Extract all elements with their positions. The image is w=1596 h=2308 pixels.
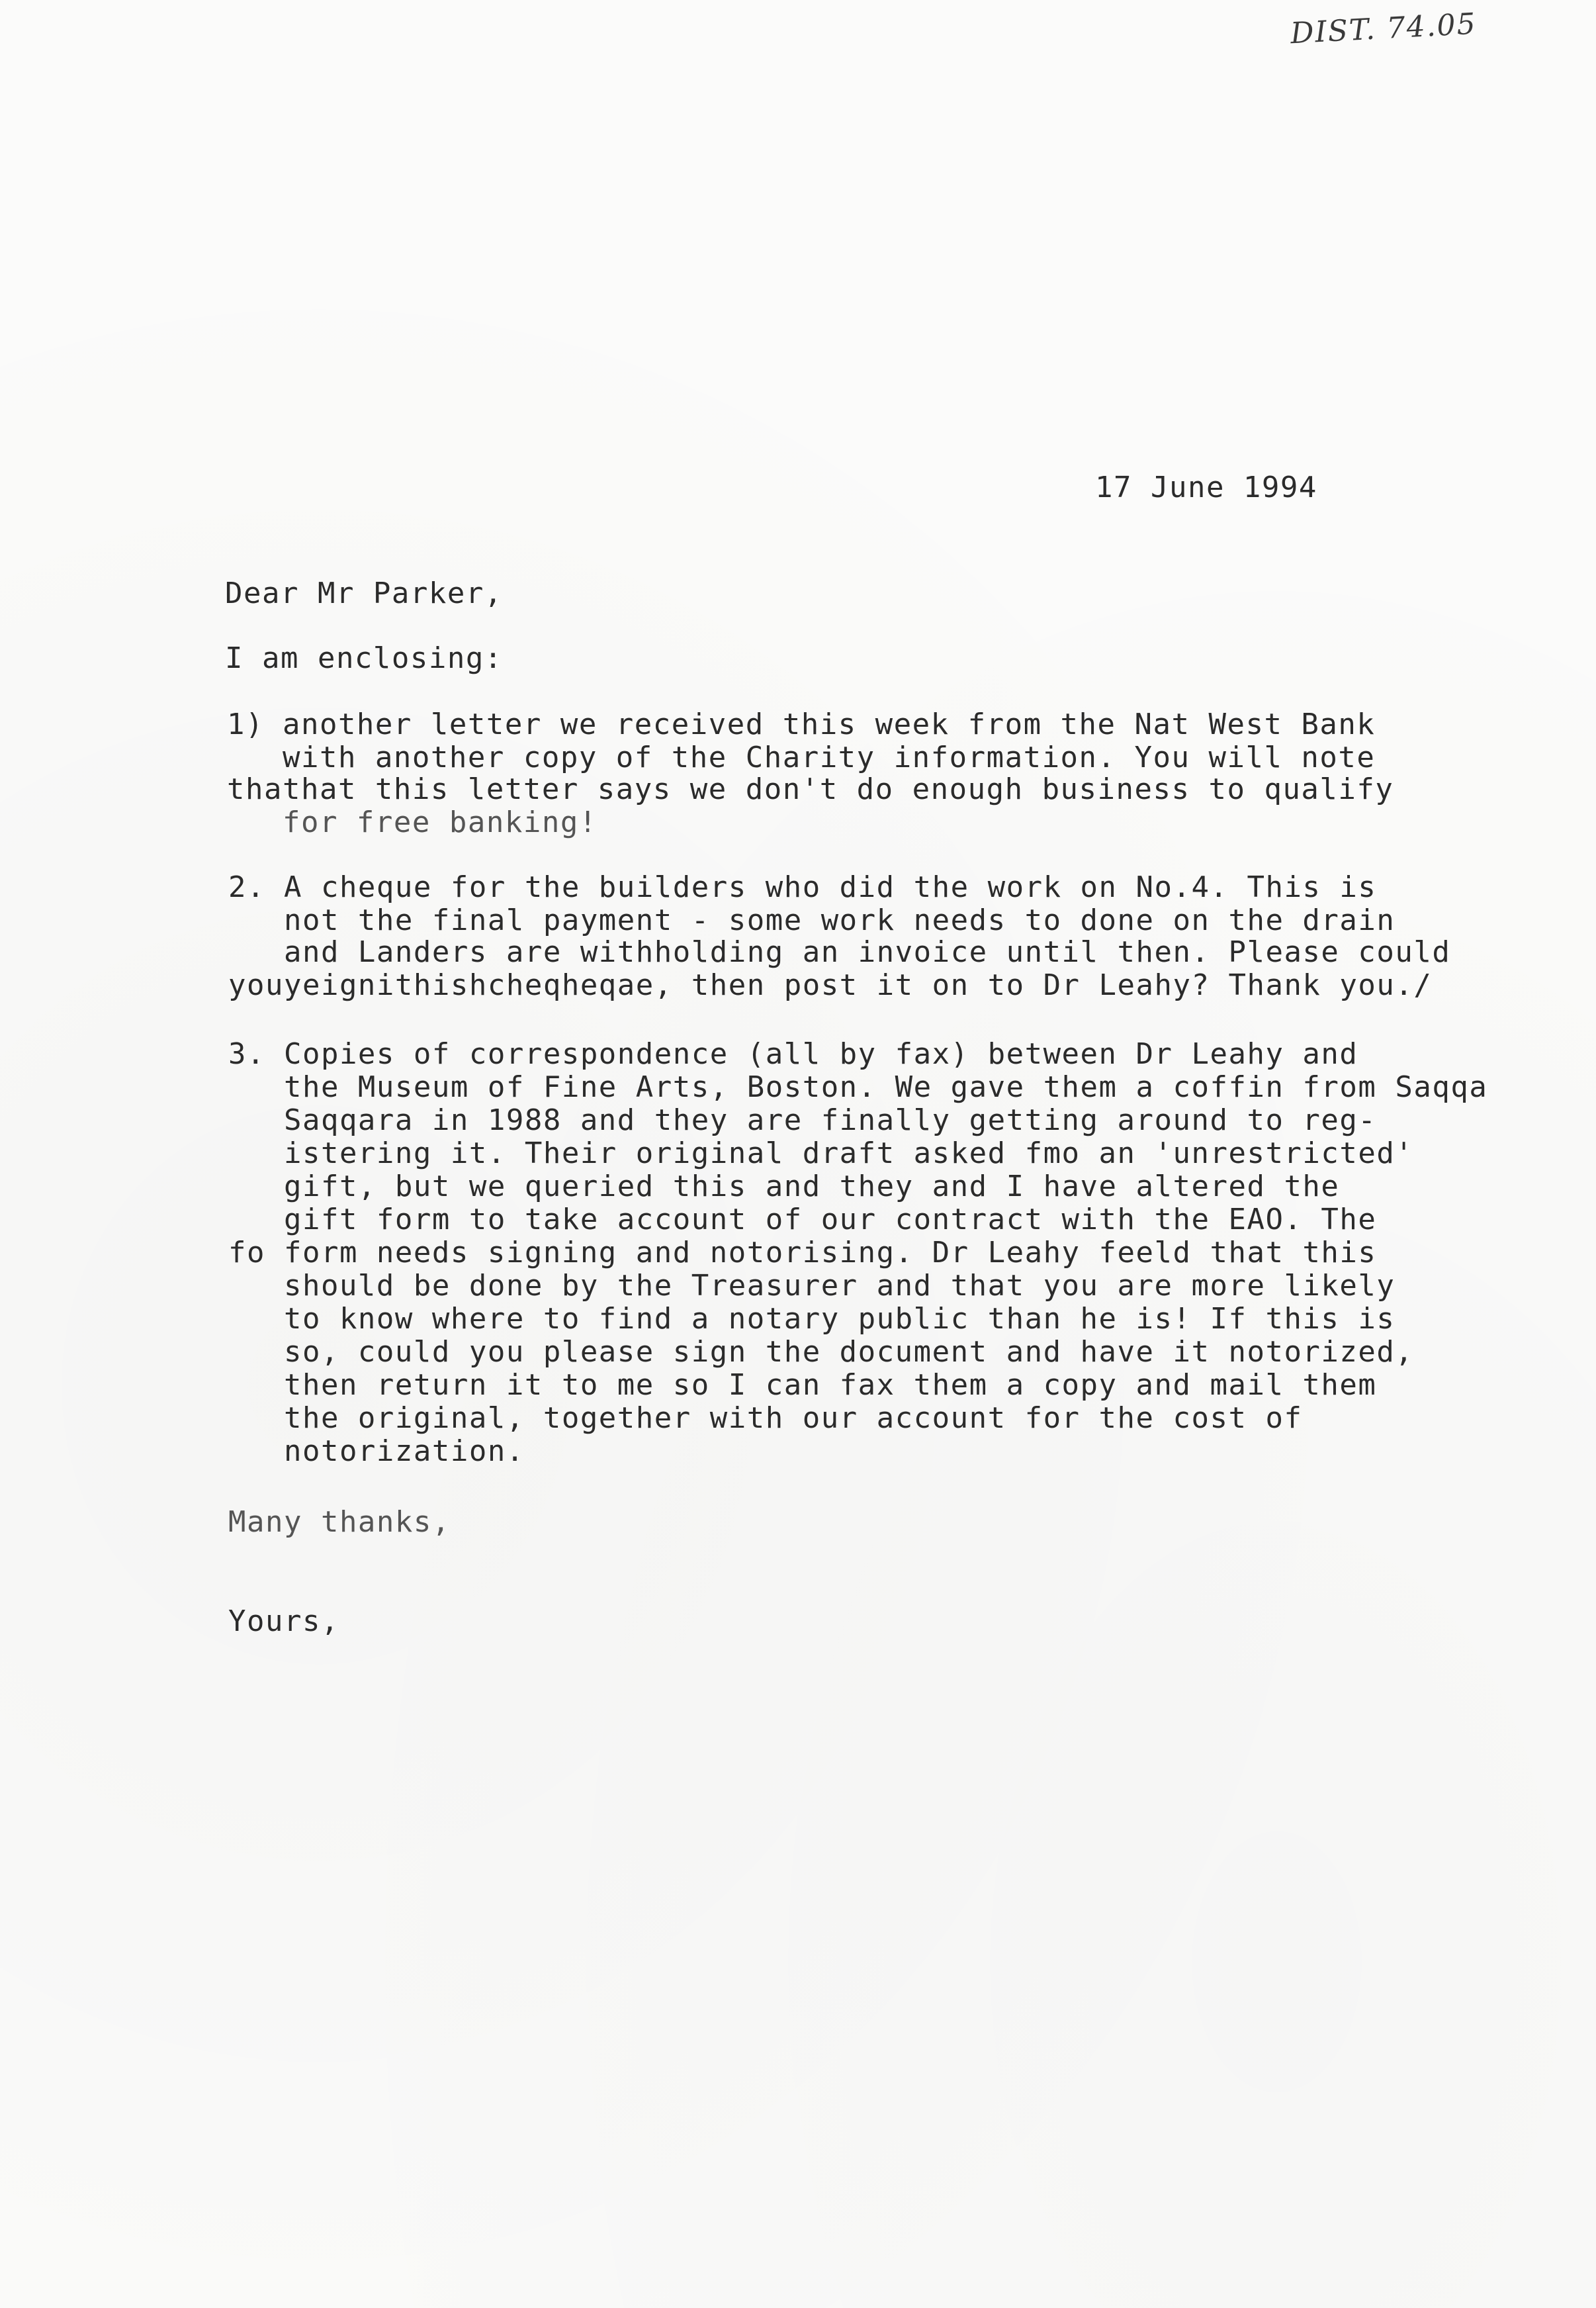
item-3-line-8: should be done by the Treasurer and that you are more likely [228,1269,1396,1303]
item-3-line-1: 3. Copies of correspondence (all by fax) between Dr Leahy and [228,1037,1358,1071]
item-3-line-10: so, could you please sign the document and have it notorized, [228,1335,1414,1369]
item-2-line-3: and Landers are withholding an invoice until then. Please could [228,935,1451,969]
letter-date: 17 June 1994 [1095,471,1317,504]
item-1-line-2: with another copy of the Charity information. You will note [227,741,1376,774]
item-3-line-9: to know where to find a notary public than he is! If this is [228,1302,1396,1336]
item-2-line-4: youyeignithishcheqheqae, then post it on to Dr Leahy? Thank you./ [228,968,1433,1002]
item-3-line-3: Saqqara in 1988 and they are finally getting around to reg- [228,1103,1377,1137]
item-3-line-13: notorization. [228,1434,525,1468]
salutation: Dear Mr Parker, [225,577,503,610]
item-3-line-11: then return it to me so I can fax them a copy and mail them [228,1368,1377,1402]
item-2-line-2: not the final payment - some work needs to done on the drain [228,903,1396,937]
item-3-line-6: gift form to take account of our contract with the EAO. The [228,1203,1377,1236]
item-3-line-2: the Museum of Fine Arts, Boston. We gave them a coffin from Saqqa [228,1070,1488,1104]
handwritten-reference: DIST. 74.05 [1289,7,1478,51]
item-2-line-1: 2. A cheque for the builders who did the work on No.4. This is [228,870,1377,904]
item-3-line-7: fo form needs signing and notorising. Dr Leahy feeld that this [228,1236,1377,1269]
item-1-line-4: for free banking! [227,806,598,839]
item-3-line-4: istering it. Their original draft asked fmo an 'unrestricted' [228,1136,1414,1170]
item-3-line-12: the original, together with our account for the cost of [228,1401,1303,1435]
item-1-line-3: thathat this letter says we don't do enough business to qualify [227,772,1394,806]
intro-line: I am enclosing: [225,641,503,675]
signoff-line: Yours, [228,1604,339,1638]
closing-line: Many thanks, [228,1505,451,1539]
item-3-line-5: gift, but we queried this and they and I have altered the [228,1170,1340,1203]
item-1-line-1: 1) another letter we received this week from the Nat West Bank [227,708,1376,741]
